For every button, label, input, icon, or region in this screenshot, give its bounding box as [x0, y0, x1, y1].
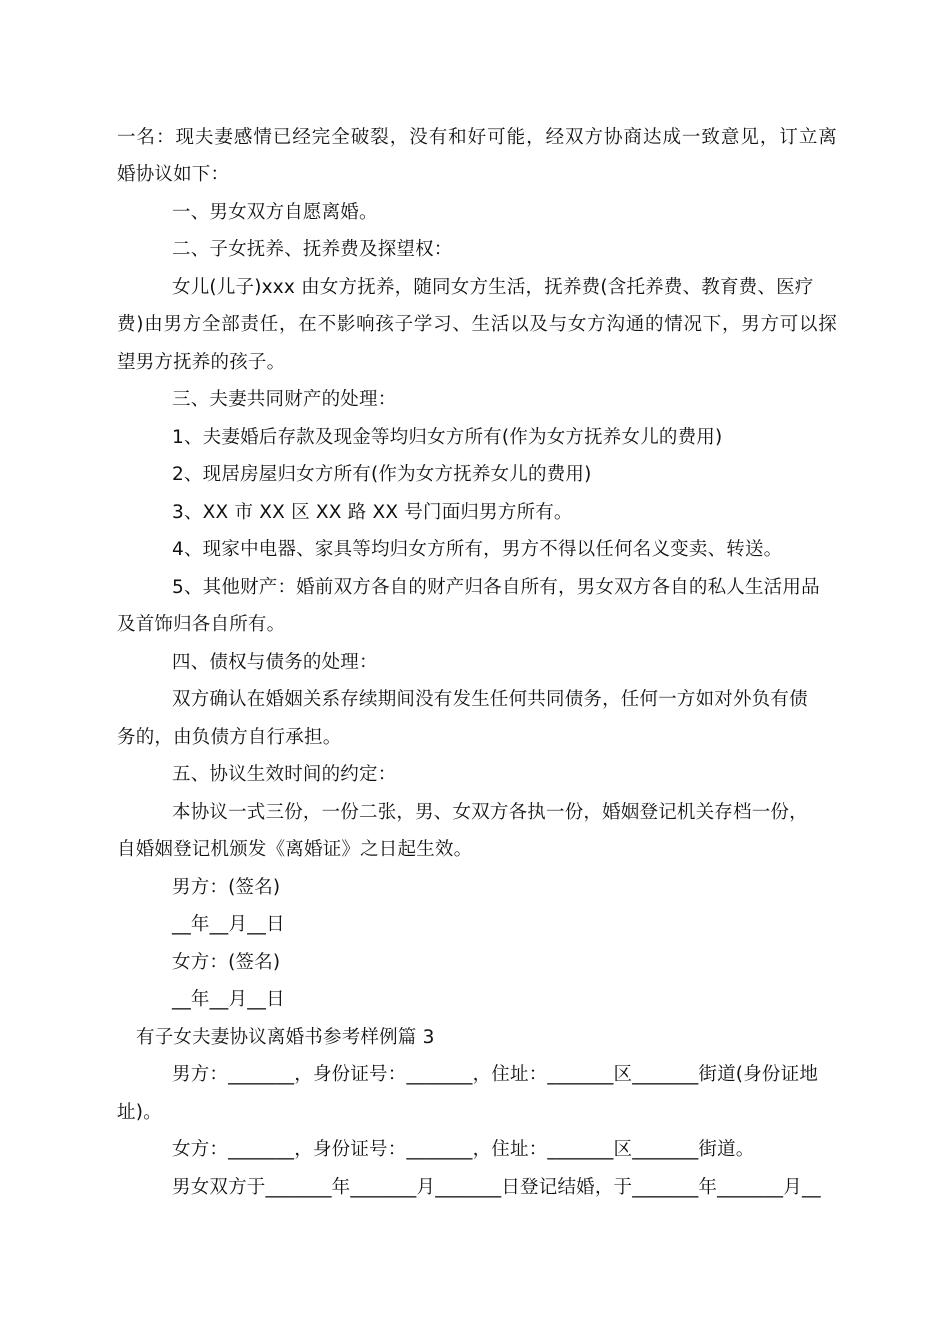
text-line: 男女双方于_______年_______月_______日登记结婚，于_______年_______月__	[172, 1177, 821, 1198]
section-heading: 五、协议生效时间的约定：	[172, 764, 397, 785]
signature-male: 男方：(签名)	[172, 877, 281, 898]
section-heading: 一、男女双方自愿离婚。	[172, 202, 378, 223]
text-line: 及首饰归各自所有。	[117, 614, 286, 635]
list-item: 5、其他财产：婚前双方各自的财产归各自所有，男女双方各自的私人生活用品	[172, 577, 820, 598]
text-line: 自婚姻登记机颁发《离婚证》之日起生效。	[117, 839, 473, 860]
text-line: 务的，由负债方自行承担。	[117, 727, 342, 748]
section-heading: 三、夫妻共同财产的处理：	[172, 389, 397, 410]
section-title: 有子女夫妻协议离婚书参考样例篇 3	[136, 1027, 435, 1048]
text-line: 望男方抚养的孩子。	[117, 352, 286, 373]
list-item: 2、现居房屋归女方所有(作为女方抚养女儿的费用)	[172, 464, 592, 485]
list-item: 4、现家中电器、家具等均归女方所有，男方不得以任何名义变卖、转送。	[172, 539, 783, 560]
text-line: 费)由男方全部责任，在不影响孩子学习、生活以及与女方沟通的情况下，男方可以探	[117, 314, 837, 335]
signature-female: 女方：(签名)	[172, 952, 281, 973]
text-line: 双方确认在婚姻关系存续期间没有发生任何共同债务，任何一方如对外负有债	[172, 689, 808, 710]
list-item: 3、XX 市 XX 区 XX 路 XX 号门面归男方所有。	[172, 502, 573, 523]
signature-date: __年__月__日	[172, 989, 285, 1010]
section-heading: 四、债权与债务的处理：	[172, 652, 378, 673]
text-line: 本协议一式三份，一份二张，男、女双方各执一份，婚姻登记机关存档一份，	[172, 802, 808, 823]
text-line: 男方：_______，身份证号：_______，住址：_______区_______街道(身份证地	[172, 1064, 819, 1085]
text-line: 女方：_______，身份证号：_______，住址：_______区_______街道。	[172, 1139, 755, 1160]
list-item: 1、夫妻婚后存款及现金等均归女方所有(作为女方抚养女儿的费用)	[172, 427, 723, 448]
text-line: 一名：现夫妻感情已经完全破裂，没有和好可能，经双方协商达成一致意见，订立离	[117, 127, 837, 148]
text-line: 婚协议如下：	[117, 164, 230, 185]
signature-date: __年__月__日	[172, 914, 285, 935]
text-line: 址)。	[117, 1102, 162, 1123]
text-line: 女儿(儿子)xxx 由女方抚养，随同女方生活，抚养费(含托养费、教育费、医疗	[172, 277, 814, 298]
section-heading: 二、子女抚养、抚养费及探望权：	[172, 239, 453, 260]
